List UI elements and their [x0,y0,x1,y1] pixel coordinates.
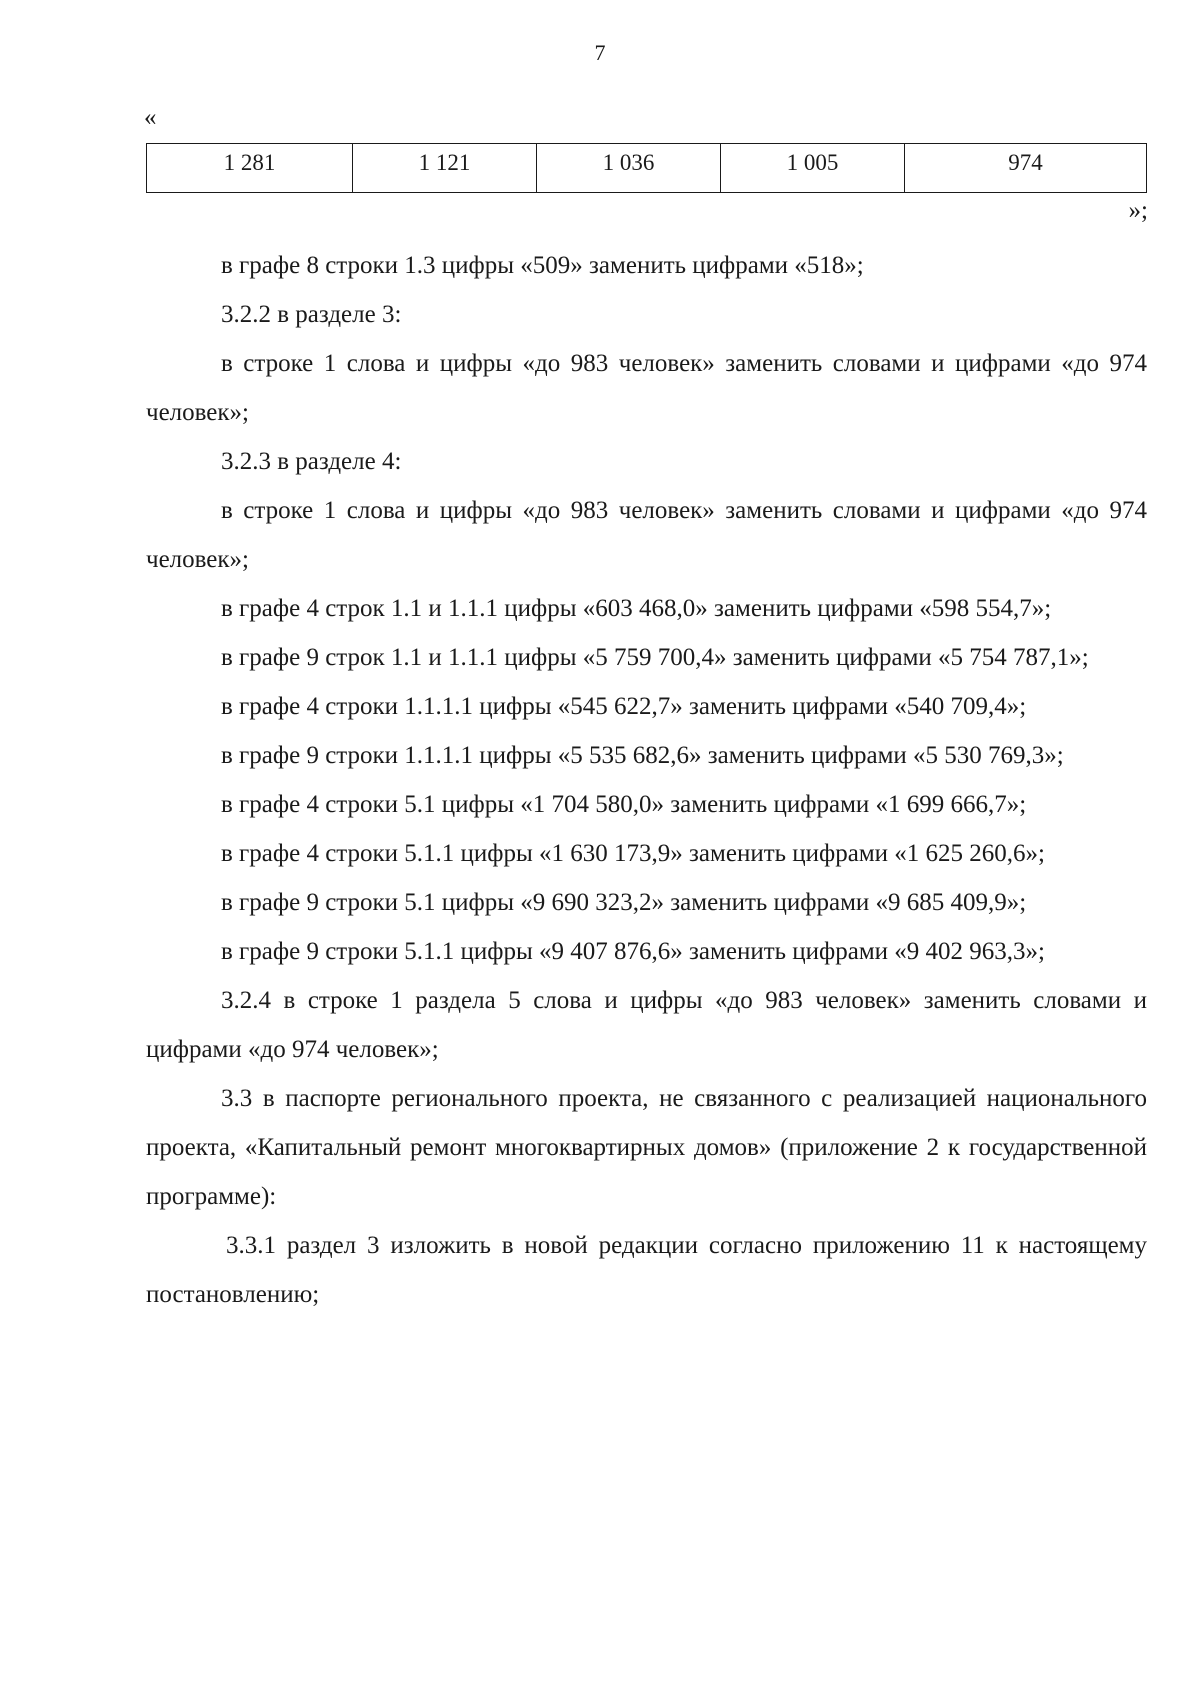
paragraph: в графе 9 строки 5.1 цифры «9 690 323,2» заменить цифрами «9 685 409,9»; [221,889,1027,916]
paragraph: в графе 4 строки 1.1.1.1 цифры «545 622,7» заменить цифрами «540 709,4»; [221,693,1027,720]
paragraph: в графе 9 строк 1.1 и 1.1.1 цифры «5 759 700,4» заменить цифрами «5 754 787,1»; [221,644,1089,671]
paragraph: 3.3 в паспорте регионального проекта, не связанного с реализацией национального проекта, «Капитальный ремонт многоквартирных домов» (приложение 2 к государственной программе): [146,1085,1147,1210]
table-row [147,144,1147,193]
document-body [146,241,1147,1319]
paragraph: в графе 4 строк 1.1 и 1.1.1 цифры «603 468,0» заменить цифрами «598 554,7»; [221,595,1052,622]
paragraph: в графе 9 строки 5.1.1 цифры «9 407 876,6» заменить цифрами «9 402 963,3»; [221,938,1045,965]
paragraph: в строке 1 слова и цифры «до 983 человек» заменить словами и цифрами «до 974 человек»; [146,497,1147,573]
paragraph: 3.2.4 в строке 1 раздела 5 слова и цифры «до 983 человек» заменить словами и цифрами «до 974 человек»; [146,987,1147,1063]
paragraph: в графе 8 строки 1.3 цифры «509» заменить цифрами «518»; [221,252,864,279]
opening-quote-mark: « [144,104,157,131]
table-cell: 1 281 [147,144,353,193]
paragraph: 3.3.1 раздел 3 изложить в новой редакции согласно приложению 11 к настоящему постановлению; [146,1232,1147,1308]
table-cell: 1 005 [721,144,905,193]
values-table [146,143,1147,193]
table-cell: 1 121 [353,144,537,193]
paragraph: в строке 1 слова и цифры «до 983 человек» заменить словами и цифрами «до 974 человек»; [146,350,1147,426]
paragraph: в графе 9 строки 1.1.1.1 цифры «5 535 682,6» заменить цифрами «5 530 769,3»; [221,742,1064,769]
paragraph: в графе 4 строки 5.1.1 цифры «1 630 173,9» заменить цифрами «1 625 260,6»; [221,840,1045,867]
table-cell: 974 [905,144,1147,193]
paragraph: 3.2.2 в разделе 3: [221,301,402,328]
table-cell: 1 036 [537,144,721,193]
paragraph: в графе 4 строки 5.1 цифры «1 704 580,0» заменить цифрами «1 699 666,7»; [221,791,1027,818]
closing-quote-mark: »; [1128,197,1148,224]
page-number: 7 [594,40,606,65]
paragraph: 3.2.3 в разделе 4: [221,448,402,475]
